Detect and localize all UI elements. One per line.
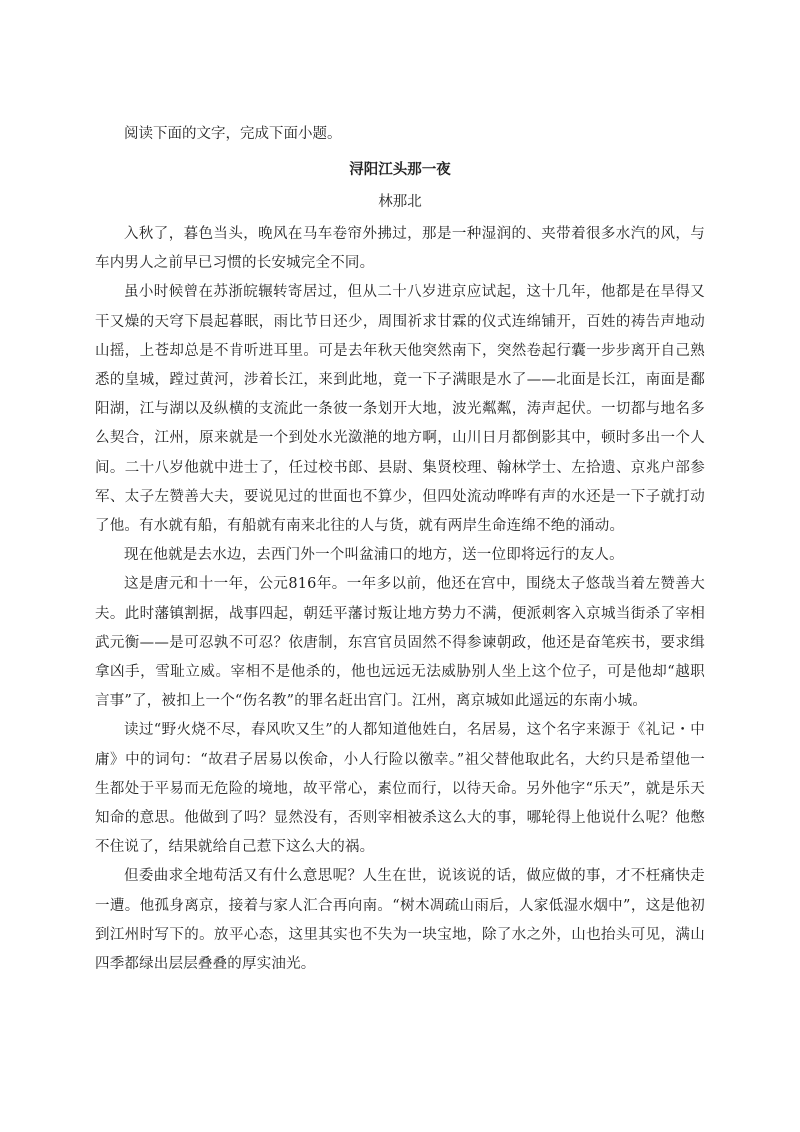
paragraph-5: 读过“野火烧不尽，春风吹又生”的人都知道他姓白，名居易，这个名字来源于《礼记・中庸》中的词句：“故君子居易以俟命，小人行险以徼幸。”祖父替他取此名，大约只是希望他一生都处于平易而无危险的境地，故平常心，素位而行，以待天命。另外他字“乐天”，就是乐天知命的意思。他做到了吗？显然没有，否则宰相被杀这么大的事，哪轮得上他说什么呢？他憋不住说了，结果就给自己惹下这么大的祸。 <box>95 722 705 856</box>
article-author: 林那北 <box>378 194 422 210</box>
reading-instruction: 阅读下面的文字，完成下面小题。 <box>124 126 342 142</box>
article-body <box>95 220 705 979</box>
document-page <box>95 120 705 979</box>
paragraph-2: 虽小时候曾在苏浙皖辗转寄居过，但从二十八岁进京应试起，这十几年，他都是在旱得又干又燥的天穹下晨起暮眠，雨比节日还少，周围祈求甘霖的仪式连绵铺开，百姓的祷告声地动山摇，上苍却总是不肯听进耳里。可是去年秋天他突然南下，突然卷起行囊一步步离开自己熟悉的皇城，蹚过黄河，涉着长江，来到此地，竟一下子满眼是水了——北面是长江，南面是鄱阳湖，江与湖以及纵横的支流此一条彼一条划开大地，波光粼粼，涛声起伏。一切都与地名多么契合，江州，原来就是一个到处水光潋滟的地方啊，山川日月都倒影其中，顿时多出一个人间。二十八岁他就中进士了，任过校书郎、县尉、集贤校理、翰林学士、左拾遗、京兆户部参军、太子左赞善大夫，要说见过的世面也不算少，但四处流动哗哗有声的水还是一下子就打动了他。有水就有船，有船就有南来北往的人与货，就有两岸生命连绵不绝的涌动。 <box>95 284 705 535</box>
paragraph-6: 但委曲求全地苟活又有什么意思呢？人生在世，说该说的话，做应做的事，才不枉痛快走一遭。他孤身离京，接着与家人汇合再向南。“树木凋疏山雨后，人家低湿水烟中”，这是他初到江州时写下的。放平心态，这里其实也不失为一块宝地，除了水之外，山也抬头可见，满山四季都绿出层层叠叠的厚实油光。 <box>95 868 705 973</box>
paragraph-3: 现在他就是去水边，去西门外一个叫盆浦口的地方，送一位即将远行的友人。 <box>124 547 624 564</box>
paragraph-1: 入秋了，暮色当头，晚风在马车卷帘外拂过，那是一种湿润的、夹带着很多水汽的风，与车内男人之前早已习惯的长安城完全不同。 <box>95 226 705 272</box>
paragraph-4: 这是唐元和十一年，公元816年。一年多以前，他还在宫中，围绕太子悠哉当着左赞善大夫。此时藩镇割据，战事四起，朝廷平藩讨叛让地方势力不满，便派刺客入京城当街杀了宰相武元衡——是可忍孰不可忍？依唐制，东宫官员固然不得参谏朝政，他还是奋笔疾书，要求缉拿凶手，雪耻立威。宰相不是他杀的，他也远远无法威胁别人坐上这个位子，可是他却“越职言事”了，被扣上一个“伤名教”的罪名赶出宫门。江州，离京城如此遥远的东南小城。 <box>95 576 705 710</box>
article-title: 浔阳江头那一夜 <box>349 161 451 178</box>
